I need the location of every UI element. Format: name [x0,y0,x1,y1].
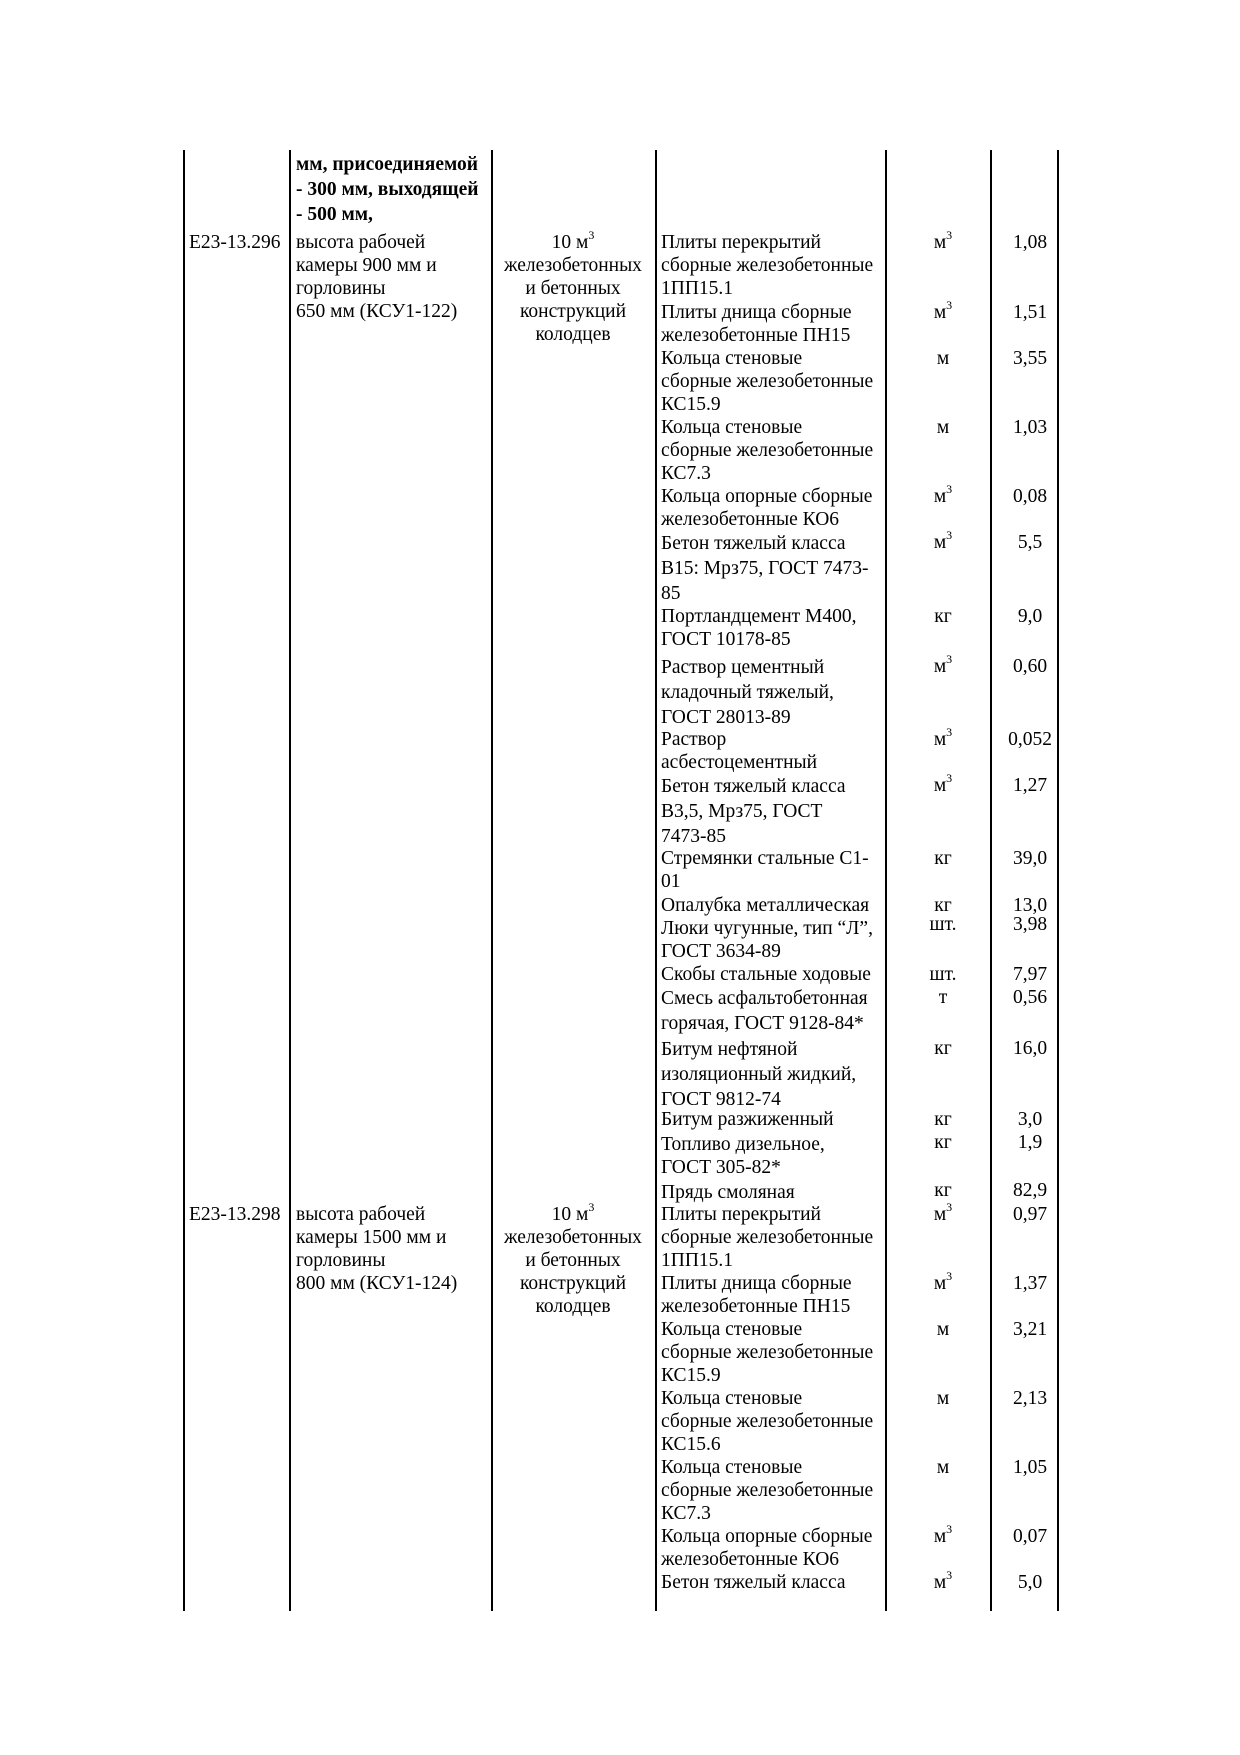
unit-text: м [933,729,947,750]
resource-name [661,774,846,849]
resource-quantity: 16,0 [1012,1038,1048,1059]
resource-name-line: КС15.9 [661,1365,721,1386]
resource-name-line: КС15.6 [661,1434,721,1455]
resource-name [661,847,869,893]
unit-text: м [933,232,947,253]
resource-quantity: 0,07 [1012,1526,1048,1547]
norm-code: Е23-13.296 [189,232,281,253]
resource-name [661,917,873,963]
resource-quantity: 2,13 [1012,1388,1048,1409]
unit-text: м [933,532,947,553]
resource-name-line: Бетон тяжелый класса [661,1572,846,1593]
resource-name [661,531,868,606]
norm-code: Е23-13.298 [189,1204,281,1225]
unit-superscript: 3 [946,652,953,666]
resource-name-line: Плиты днища сборные [661,302,852,323]
resource-name-line: железобетонные ПН15 [661,1296,851,1317]
resource-name-line: сборные железобетонные [661,1480,874,1501]
unit-superscript: 3 [946,1522,953,1536]
resource-name [661,1181,795,1204]
resource-name-line: Кольца опорные сборные [661,1526,873,1547]
table-border-left [183,150,185,1611]
resource-unit [893,652,993,678]
unit-text: м [933,656,947,677]
resource-name-line: сборные железобетонные [661,255,874,276]
resource-name [661,1203,873,1272]
resource-name [661,1571,846,1594]
unit-text: шт. [929,964,957,985]
resource-name-line: Прядь смоляная [661,1182,795,1203]
unit-text: м [933,1572,947,1593]
unit-superscript: 3 [946,482,953,496]
name-continuation-line: мм, присоединяемой [296,154,478,175]
norm-name [296,1203,457,1295]
resource-unit [893,416,993,439]
resource-name-line: Плиты перекрытий [661,232,821,253]
resource-quantity: 3,21 [1012,1319,1048,1340]
norm-name [296,231,457,323]
resource-name [661,1456,873,1525]
norm-name-line: высота рабочей [296,232,426,253]
measure-line: и бетонных [525,1250,621,1271]
resource-name-line: 1ПП15.1 [661,1250,734,1271]
unit-text: м [936,1388,950,1409]
resource-name-line: Опалубка металлическая [661,895,870,916]
resource-quantity: 1,51 [1012,302,1048,323]
resource-unit [893,1568,993,1594]
resource-unit [893,963,993,986]
unit-text: м [933,1526,947,1547]
resource-name-line: железобетонные КО6 [661,509,840,530]
resource-quantity: 1,27 [1012,775,1048,796]
unit-text: шт. [929,914,957,935]
norm-name-line: 650 мм (КСУ1-122) [296,301,458,322]
resource-name-line: 85 [661,583,681,604]
resource-quantity: 1,08 [1012,232,1048,253]
resource-unit [893,298,993,324]
resource-quantity: 3,0 [1017,1109,1043,1130]
measure-value-line [497,1200,649,1226]
resource-name-line: Бетон тяжелый класса [661,533,846,554]
measure-superscript: 3 [588,1200,595,1214]
resource-quantity: 82,9 [1012,1180,1048,1201]
unit-text: м [936,417,950,438]
unit-superscript: 3 [946,298,953,312]
norm-name-line: горловины [296,1250,386,1271]
measure-value: 10 м [551,1204,589,1225]
resource-name [661,986,868,1036]
resource-name-line: сборные железобетонные [661,1227,874,1248]
measure-unit [497,228,649,346]
resource-name-line: Бетон тяжелый класса [661,776,846,797]
resource-name-line: сборные железобетонные [661,1342,874,1363]
resource-quantity: 5,0 [1017,1572,1043,1593]
name-continuation-line: - 300 мм, выходящей [296,179,479,200]
resource-name-line: Битум нефтяной [661,1039,798,1060]
resource-unit [893,1179,993,1202]
resource-name-line: Кольца стеновые [661,1388,803,1409]
resource-name-line: В15: Мрз75, ГОСТ 7473- [661,558,869,579]
resource-unit [893,528,993,554]
resource-name-line: ГОСТ 3634-89 [661,941,781,962]
resource-name-line: Кольца стеновые [661,348,803,369]
resource-unit [893,913,993,936]
resource-unit [893,1456,993,1479]
measure-line: и бетонных [525,278,621,299]
norm-name-line: камеры 900 мм и [296,255,437,276]
resource-name-line: асбестоцементный [661,752,818,773]
resource-unit [893,725,993,751]
norm-name-line: горловины [296,278,386,299]
resource-quantity: 9,0 [1017,606,1043,627]
resource-quantity: 0,08 [1012,486,1048,507]
unit-text: м [933,1204,947,1225]
resource-name-line: Кольца стеновые [661,1457,803,1478]
resource-quantity: 1,03 [1012,417,1048,438]
resource-name-line: железобетонные КО6 [661,1549,840,1570]
measure-value-line [497,228,649,254]
resource-name-line: Раствор цементный [661,657,825,678]
measure-line: колодцев [535,1296,611,1317]
resource-quantity: 0,60 [1012,656,1048,677]
resource-name-line: изоляционный жидкий, [661,1064,857,1085]
resource-name-line: 1ПП15.1 [661,278,734,299]
unit-text: кг [934,895,952,916]
unit-text: кг [934,1132,952,1153]
resource-name-line: ГОСТ 28013-89 [661,707,791,728]
resource-name-line: КС7.3 [661,463,711,484]
resource-name-line: Плиты перекрытий [661,1204,821,1225]
resource-name [661,1318,873,1387]
resource-unit [893,1200,993,1226]
resource-unit [893,605,993,628]
resource-name-line: сборные железобетонные [661,440,874,461]
norm-name-line: 800 мм (КСУ1-124) [296,1273,458,1294]
resource-name [661,231,873,300]
resource-quantity: 5,5 [1017,532,1043,553]
resource-quantity: 0,052 [1008,729,1052,750]
unit-superscript: 3 [946,725,953,739]
resource-quantity: 1,9 [1017,1132,1043,1153]
resource-name [661,963,871,986]
resource-quantity: 39,0 [1012,848,1048,869]
resource-quantity: 1,37 [1012,1273,1048,1294]
norm-name-line: камеры 1500 мм и [296,1227,447,1248]
resource-unit [893,1387,993,1410]
unit-superscript: 3 [946,1200,953,1214]
column-divider-name-measure [491,150,493,1611]
unit-text: кг [934,1180,952,1201]
resource-name-line: КС7.3 [661,1503,711,1524]
resource-name-line: Кольца стеновые [661,1319,803,1340]
resource-name-line: Топливо дизельное, [661,1134,825,1155]
resource-name-line: Кольца опорные сборные [661,486,873,507]
resource-unit [893,347,993,370]
unit-text: кг [934,848,952,869]
resource-name [661,1387,873,1456]
resource-name-line: Скобы стальные ходовые [661,964,871,985]
unit-text: кг [934,1109,952,1130]
unit-text: м [933,302,947,323]
measure-value: 10 м [551,232,589,253]
resource-name [661,605,857,651]
unit-superscript: 3 [946,1269,953,1283]
unit-text: м [933,775,947,796]
name-continuation-line: - 500 мм, [296,204,373,225]
resource-name-line: ГОСТ 10178-85 [661,629,791,650]
column-divider-code-name [289,150,291,1611]
resource-unit [893,1522,993,1548]
resource-quantity: 3,55 [1012,348,1048,369]
resource-quantity: 13,0 [1012,895,1048,916]
resource-unit [893,847,993,870]
resource-name-line: Битум разжиженный [661,1109,834,1130]
unit-text: м [936,348,950,369]
measure-unit [497,1200,649,1318]
unit-superscript: 3 [946,771,953,785]
resource-name-line: 7473-85 [661,826,726,847]
resource-quantity: 7,97 [1012,964,1048,985]
name-continuation [296,152,479,227]
resource-quantity: 0,97 [1012,1204,1048,1225]
resource-unit [893,1108,993,1131]
resource-unit [893,482,993,508]
resource-name [661,1108,834,1131]
resource-name [661,347,873,416]
resource-name-line: 01 [661,871,681,892]
resource-name-line: Раствор [661,729,727,750]
unit-text: м [933,486,947,507]
resource-name [661,728,817,774]
resource-quantity: 1,05 [1012,1457,1048,1478]
resource-name-line: ГОСТ 305-82* [661,1157,781,1178]
resource-name-line: В3,5, Мрз75, ГОСТ [661,801,823,822]
measure-superscript: 3 [588,228,595,242]
resource-unit [893,986,993,1009]
resource-unit [893,771,993,797]
norm-name-line: высота рабочей [296,1204,426,1225]
unit-text: м [936,1319,950,1340]
measure-line: железобетонных [504,255,642,276]
resource-name [661,1133,825,1179]
resource-name [661,894,869,917]
resource-unit [893,228,993,254]
resource-name-line: сборные железобетонные [661,371,874,392]
unit-text: т [938,987,948,1008]
unit-text: м [933,1273,947,1294]
column-divider-measure-resource [655,150,657,1611]
resource-name-line: Кольца стеновые [661,417,803,438]
resource-unit [893,1131,993,1154]
resource-quantity: 3,98 [1012,914,1048,935]
unit-text: кг [934,1038,952,1059]
resource-unit [893,1037,993,1060]
resource-name-line: сборные железобетонные [661,1411,874,1432]
resource-name [661,1525,872,1571]
resource-name [661,1037,856,1112]
resource-name [661,655,834,730]
resource-name-line: ГОСТ 9812-74 [661,1089,781,1110]
resource-name [661,416,873,485]
unit-text: кг [934,606,952,627]
unit-superscript: 3 [946,228,953,242]
resource-unit [893,1269,993,1295]
resource-quantity: 0,56 [1012,987,1048,1008]
resource-name-line: горячая, ГОСТ 9128-84* [661,1013,864,1034]
measure-line: железобетонных [504,1227,642,1248]
measure-line: конструкций [519,301,627,322]
resource-name-line: Плиты днища сборные [661,1273,852,1294]
resource-name [661,485,872,531]
resource-unit [893,1318,993,1341]
measure-line: колодцев [535,324,611,345]
column-divider-resource-unit [885,150,887,1611]
resource-name-line: железобетонные ПН15 [661,325,851,346]
measure-line: конструкций [519,1273,627,1294]
resource-name [661,1272,852,1318]
resource-name-line: КС15.9 [661,394,721,415]
unit-text: м [936,1457,950,1478]
unit-superscript: 3 [946,528,953,542]
resource-name-line: Стремянки стальные С1- [661,848,869,869]
resource-name-line: Портландцемент М400, [661,606,857,627]
resource-name-line: кладочный тяжелый, [661,682,834,703]
resource-name [661,301,852,347]
resource-name-line: Люки чугунные, тип “Л”, [661,918,873,939]
unit-superscript: 3 [946,1568,953,1582]
resource-name-line: Смесь асфальтобетонная [661,988,868,1009]
